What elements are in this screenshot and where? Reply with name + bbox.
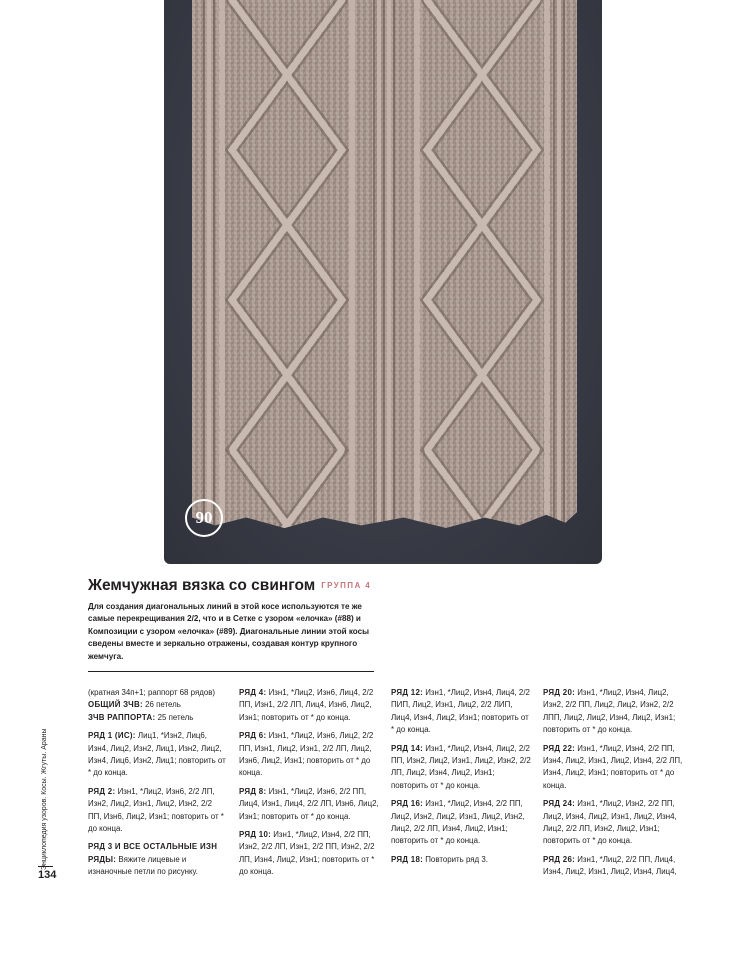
row-10-text: Изн1, *Лиц2, Изн4, 2/2 ПП, Изн2, 2/2 ЛП, Изн1, 2/2 ПП, Изн2, 2/2 ЛП, Изн4, Лиц2, Изн1; повторить от * до конца. (239, 830, 375, 877)
row-24-label: РЯД 24: (543, 799, 576, 809)
rapport-label: ЗЧВ РАППОРТА: (88, 712, 156, 722)
row-8-label: РЯД 8: (239, 786, 267, 796)
row-26-label: РЯД 26: (543, 854, 576, 864)
row-10-label: РЯД 10: (239, 830, 272, 840)
page-number-rule (38, 866, 53, 867)
total-label: ОБЩИЙ ЗЧВ: (88, 700, 143, 710)
row-24 (543, 798, 683, 848)
row-14-label: РЯД 14: (391, 743, 424, 753)
row-8-text: Изн1, *Лиц2, Изн6, 2/2 ПП, Лиц4, Изн1, Лиц4, 2/2 ЛП, Изн6, Лиц2, Изн1; повторить от * до конца. (239, 786, 379, 821)
row-4-text: Изн1, *Лиц2, Изн6, Лиц4, 2/2 ПП, Изн1, 2/2 ЛП, Лиц4, Изн6, Лиц2, Изн1; повторить от * до конца. (239, 688, 374, 722)
row-6-label: РЯД 6: (239, 731, 267, 741)
row-4 (239, 687, 379, 724)
row-3 (88, 841, 226, 878)
pattern-title (88, 577, 371, 595)
row-1 (88, 730, 226, 780)
swatch-photo (164, 0, 602, 564)
divider-line (88, 671, 374, 672)
row-3-text: Вяжите лицевые и изнаночные петли по рисунку. (88, 854, 198, 877)
row-20-label: РЯД 20: (543, 688, 576, 697)
row-16-label: РЯД 16: (391, 799, 424, 809)
instructions-column-3 (391, 687, 531, 872)
row-1-label: РЯД 1 (ИС): (88, 731, 136, 741)
row-1-text: Лиц1, *Изн2, Лиц6, Изн4, Лиц2, Изн2, Лиц1, Изн2, Лиц2, Изн4, Лиц6, Изн2, Лиц1; повторить от * до конца. (88, 731, 226, 778)
row-14-text: Изн1, *Лиц2, Изн4, Лиц2, 2/2 ПП, Изн2, Лиц2, Изн1, Лиц2, Изн2, 2/2 ЛП, Лиц2, Изн4, Лиц2, Изн1; повторить от * до конца. (391, 743, 531, 790)
row-20 (543, 687, 683, 737)
row-18-text: Повторить ряд 3. (425, 854, 488, 864)
row-2 (88, 786, 226, 836)
row-26 (543, 854, 683, 879)
row-6 (239, 730, 379, 780)
row-12-label: РЯД 12: (391, 688, 424, 697)
row-18-label: РЯД 18: (391, 854, 424, 864)
page-number: 134 (38, 869, 57, 881)
book-title-vertical: Энциклопедия узоров. Косы. Жгуты. Араны (41, 728, 48, 870)
row-16-text: Изн1, *Лиц2, Изн4, 2/2 ПП, Лиц2, Изн2, Лиц2, Изн1, Лиц2, Изн2, Лиц2, 2/2 ЛП, Изн4, Лиц2, Изн1; повторить от * до конца. (391, 799, 525, 846)
knitted-swatch (192, 0, 577, 528)
multiple-text: (кратная 34п+1; раппорт 68 рядов) (88, 688, 216, 697)
row-2-label: РЯД 2: (88, 786, 116, 796)
row-6-text: Изн1, *Лиц2, Изн6, Лиц2, 2/2 ПП, Изн1, Лиц2, Изн1, 2/2 ЛП, Лиц2, Изн6, Лиц2, Изн1; повторить от * до конца. (239, 731, 374, 778)
row-18 (391, 854, 531, 866)
rapport-value: 25 петель (157, 712, 194, 722)
row-20-text: Изн1, *Лиц2, Изн4, Лиц2, Изн2, 2/2 ПП, Лиц2, Лиц2, Изн2, 2/2 ЛПП, Лиц2, Лиц2, Изн4, Лиц2, Изн1; повторить от * до конца. (543, 688, 676, 735)
row-8 (239, 786, 379, 823)
row-26-text: Изн1, *Лиц2, 2/2 ПП, Лиц4, Изн4, Лиц2, Изн1, Лиц2, Изн4, Лиц4, (543, 854, 677, 877)
row-3-label: РЯД 3 И ВСЕ ОСТАЛЬНЫЕ ИЗН РЯДЫ: (88, 842, 218, 864)
instructions-column-2 (239, 687, 379, 885)
intro-paragraph: Для создания диагональных линий в этой косе используются те же самые перекрещивания 2/2, что и в Сетке с узором «елочка» (#88) и Композиции с узором «елочка» (#89). Диагональные линии этой косы сведены вместе и зеркально отражены, создавая контур крупного жемчуга. (88, 602, 370, 661)
row-22-text: Изн1, *Лиц2, Изн4, 2/2 ПП, Изн4, Лиц2, Изн1, Лиц2, Изн4, 2/2 ЛП, Изн4, Лиц2, Изн1; повторить от * до конца. (543, 743, 683, 790)
row-12 (391, 687, 531, 737)
row-4-label: РЯД 4: (239, 688, 267, 697)
row-12-text: Изн1, *Лиц2, Изн4, Лиц4, 2/2 ПИП, Лиц2, Изн1, Лиц2, 2/2 ЛИП, Лиц4, Изн4, Лиц2, Изн1; повторить от * до конца. (391, 688, 530, 735)
pattern-title-text: Жемчужная вязка со свингом (88, 577, 316, 594)
instructions-column-1 (88, 687, 226, 885)
group-label: ГРУППА 4 (321, 581, 372, 590)
row-22-label: РЯД 22: (543, 743, 576, 753)
row-14 (391, 743, 531, 793)
row-24-text: Изн1, *Лиц2, Изн2, 2/2 ПП, Лиц2, Изн4, Лиц2, Изн1, Лиц2, Изн4, Лиц2, 2/2 ЛП, Изн2, Лиц2, Изн1; повторить от * до конца. (543, 799, 677, 846)
pattern-number-badge: 90 (185, 499, 223, 537)
row-10 (239, 829, 379, 879)
instructions-column-4 (543, 687, 683, 885)
row-16 (391, 798, 531, 848)
row-2-text: Изн1, *Лиц2, Изн6, 2/2 ЛП, Изн2, Лиц2, Изн1, Лиц2, Изн2, 2/2 ПП, Изн6, Лиц2, Изн1; повторить от * до конца. (88, 786, 224, 834)
total-value: 26 петель (145, 700, 181, 710)
cable-pattern (192, 0, 577, 528)
row-22 (543, 743, 683, 793)
